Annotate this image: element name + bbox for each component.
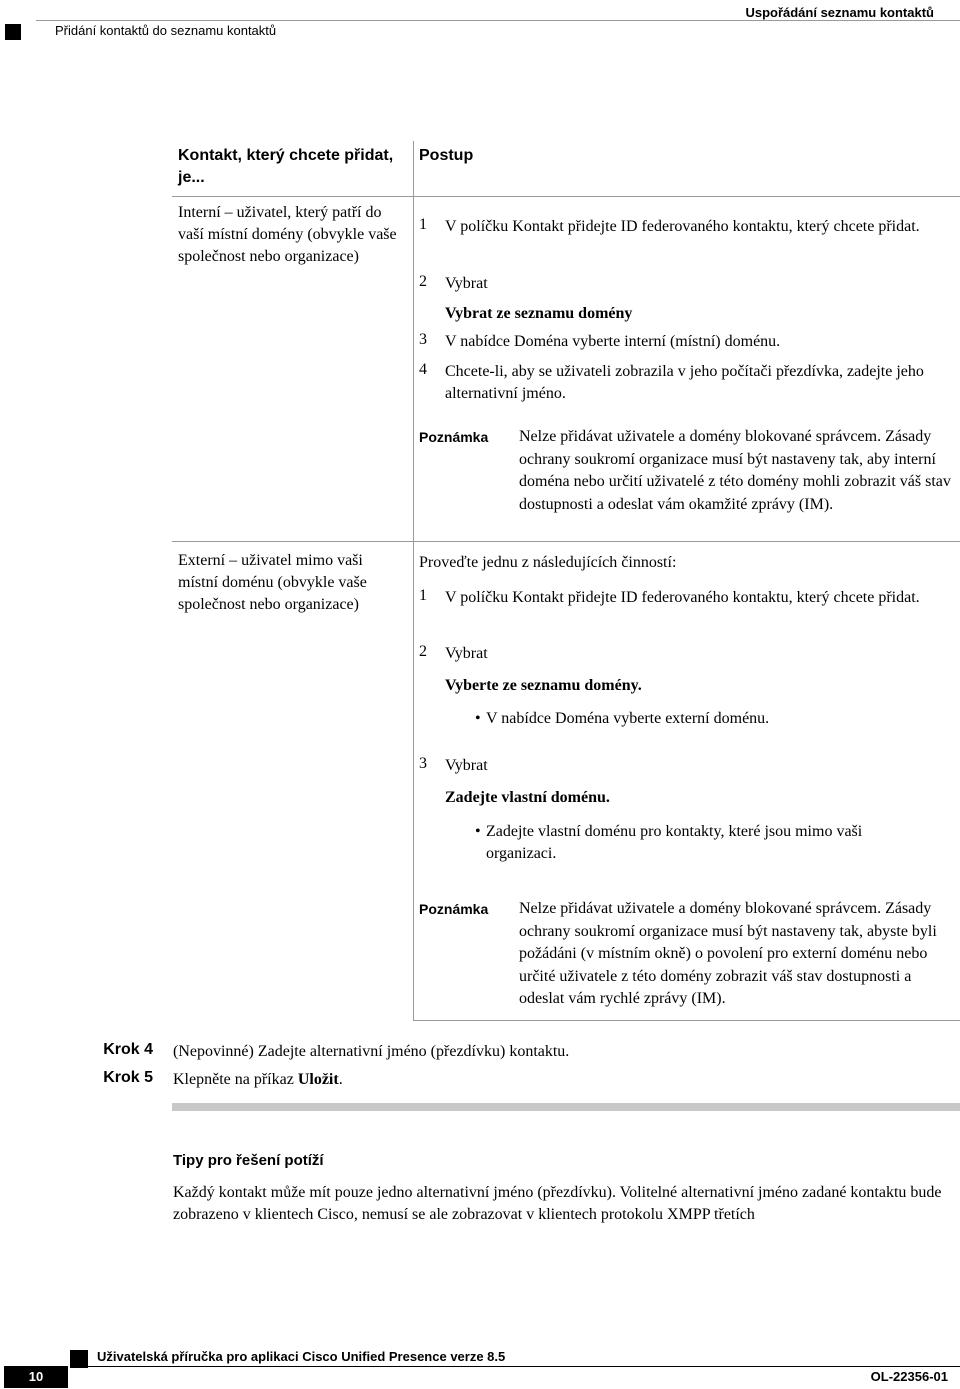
step-number: 1 (419, 587, 427, 604)
step-menu-choice: Vyberte ze seznamu domény. (445, 677, 642, 694)
step-number: 3 (419, 331, 427, 348)
table-header-rule-left (172, 196, 413, 197)
step-number: 2 (419, 643, 427, 660)
step-5-label: Krok 5 (103, 1069, 153, 1086)
note-label: Poznámka (419, 429, 489, 445)
step-5-text: Klepněte na příkaz Uložit. (173, 1071, 343, 1088)
header-section-title: Přidání kontaktů do seznamu kontaktů (55, 23, 277, 38)
bullet-text: V nabídce Doména vyberte externí doménu. (486, 710, 770, 727)
header-chapter-title: Uspořádání seznamu kontaktů (745, 5, 934, 20)
table-column-divider (413, 141, 414, 1021)
step-4-label: Krok 4 (103, 1041, 153, 1058)
step-number: 1 (419, 216, 427, 233)
step-text: Chcete-li, aby se uživateli zobrazila v jeho počítači přezdívka, zadejte jeho alternativní jméno. (445, 363, 924, 402)
step-text: Vybrat (445, 275, 488, 292)
note-text: Nelze přidávat uživatele a domény blokované správcem. Zásady ochrany soukromí organizace musí být nastaveny tak, aby interní doména nebo určití uživatelé z této domény mohli zobrazit váš stav dostupnosti a odeslat vám okamžité zprávy (IM). (519, 428, 951, 513)
tips-heading: Tipy pro řešení potíží (173, 1152, 324, 1169)
table-bottom-rule (413, 1020, 960, 1021)
footer-guide-title: Uživatelská příručka pro aplikaci Cisco Unified Presence verze 8.5 (97, 1349, 506, 1364)
step-text: Vybrat (445, 645, 488, 662)
section-separator (172, 1103, 960, 1111)
header-marker (5, 24, 21, 40)
step-text: V políčku Kontakt přidejte ID federovaného kontaktu, který chcete přidat. (445, 589, 920, 606)
table-row-divider (172, 541, 960, 542)
col-header-procedure: Postup (419, 147, 474, 164)
tips-body: Každý kontakt může mít pouze jedno alternativní jméno (přezdívku). Volitelné alternativní jméno zadané kontaktu bude zobrazeno v klientech Cisco, nemusí se ale zobrazovat v klientech protokolu XMPP třetích (173, 1184, 942, 1223)
step-text: V nabídce Doména vyberte interní (místní) doménu. (445, 333, 781, 350)
note-text: Nelze přidávat uživatele a domény blokované správcem. Zásady ochrany soukromí organizace musí být nastaveny tak, abyste byli požádáni (v místním okně) o povolení pro externí doménu nebo určité uživatele z této domény zobrazit váš stav dostupnosti a odeslat vám rychlé zprávy (IM). (519, 900, 937, 1007)
procedure-intro: Proveďte jednu z následujících činností: (419, 554, 677, 571)
step-text: V políčku Kontakt přidejte ID federovaného kontaktu, který chcete přidat. (445, 218, 920, 235)
table-header-rule-right (413, 196, 960, 197)
bullet-icon: • (475, 823, 481, 840)
save-command: Uložit (297, 1071, 339, 1088)
step-number: 2 (419, 273, 427, 290)
footer-rule (70, 1366, 960, 1367)
row-internal-label: Interní – uživatel, který patří do vaší místní domény (obvykle vaše společnost nebo organizace) (178, 204, 397, 265)
bullet-icon: • (475, 710, 481, 727)
step-number: 3 (419, 755, 427, 772)
page-number: 10 (4, 1366, 68, 1388)
row-external-label: Externí – uživatel mimo vaši místní doménu (obvykle vaše společnost nebo organizace) (178, 552, 367, 613)
step-menu-choice: Vybrat ze seznamu domény (445, 305, 633, 322)
bullet-text: Zadejte vlastní doménu pro kontakty, které jsou mimo vaši organizaci. (486, 823, 863, 862)
step-text: Vybrat (445, 757, 488, 774)
col-header-contact-type: Kontakt, který chcete přidat, je... (178, 147, 394, 186)
header-rule (36, 20, 960, 21)
document-number: OL-22356-01 (870, 1369, 948, 1384)
step-number: 4 (419, 361, 427, 378)
step-menu-choice: Zadejte vlastní doménu. (445, 789, 610, 806)
step-4-text: (Nepovinné) Zadejte alternativní jméno (přezdívku) kontaktu. (173, 1043, 570, 1060)
note-label: Poznámka (419, 901, 489, 917)
